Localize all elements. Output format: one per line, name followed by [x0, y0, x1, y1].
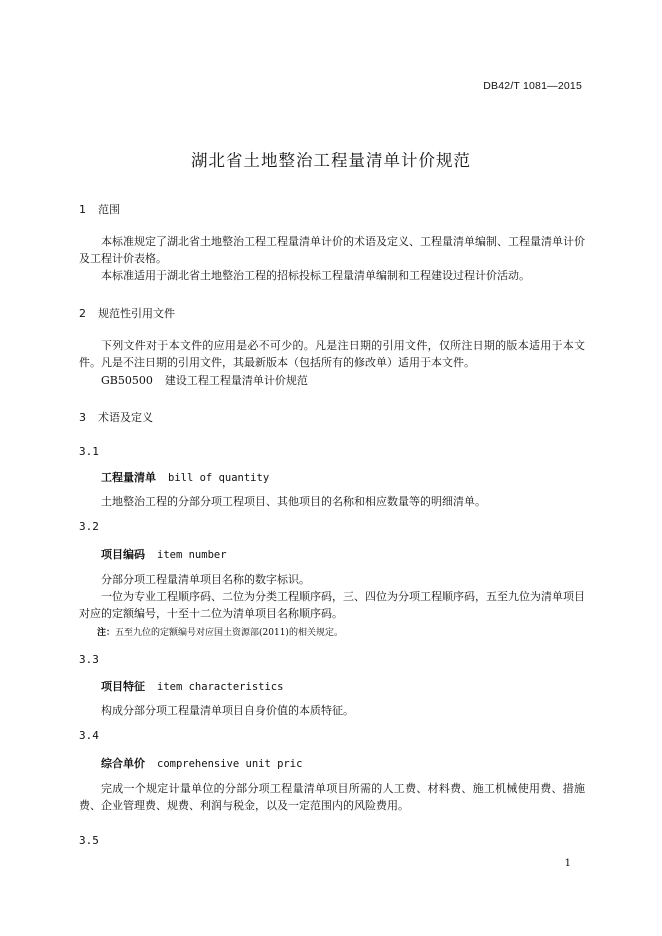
term-3-2 [101, 546, 227, 562]
clause-3-1-number: 3.1 [79, 445, 99, 458]
note-text: 五至九位的定额编号对应国土资源部(2011)的相关规定。 [115, 628, 343, 638]
section-number: 1 [79, 203, 86, 216]
section-title: 范围 [98, 203, 120, 216]
term-english: item characteristics [157, 681, 284, 693]
section-2-heading [79, 305, 175, 321]
section-3-heading [79, 409, 153, 425]
term-3-4-definition: 完成一个规定计量单位的分部分项工程量清单项目所需的人工费、材料费、施工机械使用费、措施费、企业管理费、规费、利润与税金，以及一定范围内的风险费用。 [79, 782, 585, 812]
term-chinese: 工程量清单 [101, 471, 156, 484]
term-chinese: 综合单价 [101, 757, 145, 770]
term-3-3 [101, 678, 283, 694]
term-english: item number [157, 549, 227, 561]
term-chinese: 项目编码 [101, 548, 145, 561]
term-3-2-definition: 分部分项工程量清单项目名称的数字标识。 [101, 573, 310, 586]
term-english: bill of quantity [168, 472, 270, 484]
section-number: 2 [79, 307, 86, 320]
note-label: 注： [97, 628, 116, 638]
term-3-3-definition: 构成分部分项工程量清单项目自身价值的本质特征。 [101, 704, 354, 717]
term-3-4 [101, 755, 302, 771]
term-3-1-definition: 土地整治工程的分部分项工程项目、其他项目的名称和相应数量等的明细清单。 [101, 495, 486, 508]
page-number: 1 [564, 858, 571, 869]
term-chinese: 项目特征 [101, 680, 145, 693]
reference-code: GB50500 [101, 374, 153, 387]
term-3-1 [101, 469, 269, 485]
section-1-paragraph-1: 本标准规定了湖北省土地整治工程工程量清单计价的术语及定义、工程量清单编制、工程量清单计价及工程计价表格。 [79, 235, 585, 265]
section-title: 术语及定义 [98, 411, 153, 424]
term-english: comprehensive unit pric [157, 758, 303, 770]
clause-3-3-number: 3.3 [79, 653, 99, 666]
clause-3-5-number: 3.5 [79, 834, 99, 847]
section-1-paragraph-2: 本标准适用于湖北省土地整治工程的招标投标工程量清单编制和工程建设过程计价活动。 [101, 269, 530, 282]
section-number: 3 [79, 411, 86, 424]
term-3-2-note [97, 625, 343, 638]
section-2-paragraph: 下列文件对于本文件的应用是必不可少的。凡是注日期的引用文件，仅所注日期的版本适用于本文件。凡是不注日期的引用文件，其最新版本（包括所有的修改单）适用于本文件。 [79, 339, 585, 369]
normative-reference [101, 372, 308, 388]
standard-code: DB42/T 1081—2015 [483, 80, 582, 92]
reference-title: 建设工程工程量清单计价规范 [164, 374, 308, 387]
clause-3-2-number: 3.2 [79, 520, 99, 533]
clause-3-4-number: 3.4 [79, 729, 99, 742]
document-title: 湖北省土地整治工程量清单计价规范 [191, 151, 471, 170]
term-3-2-explanation: 一位为专业工程顺序码、二位为分类工程顺序码，三、四位为分项工程顺序码，五至九位为清单项目对应的定额编号，十至十二位为清单项目名称顺序码。 [79, 590, 585, 620]
section-1-heading [79, 201, 120, 217]
section-title: 规范性引用文件 [98, 307, 175, 320]
